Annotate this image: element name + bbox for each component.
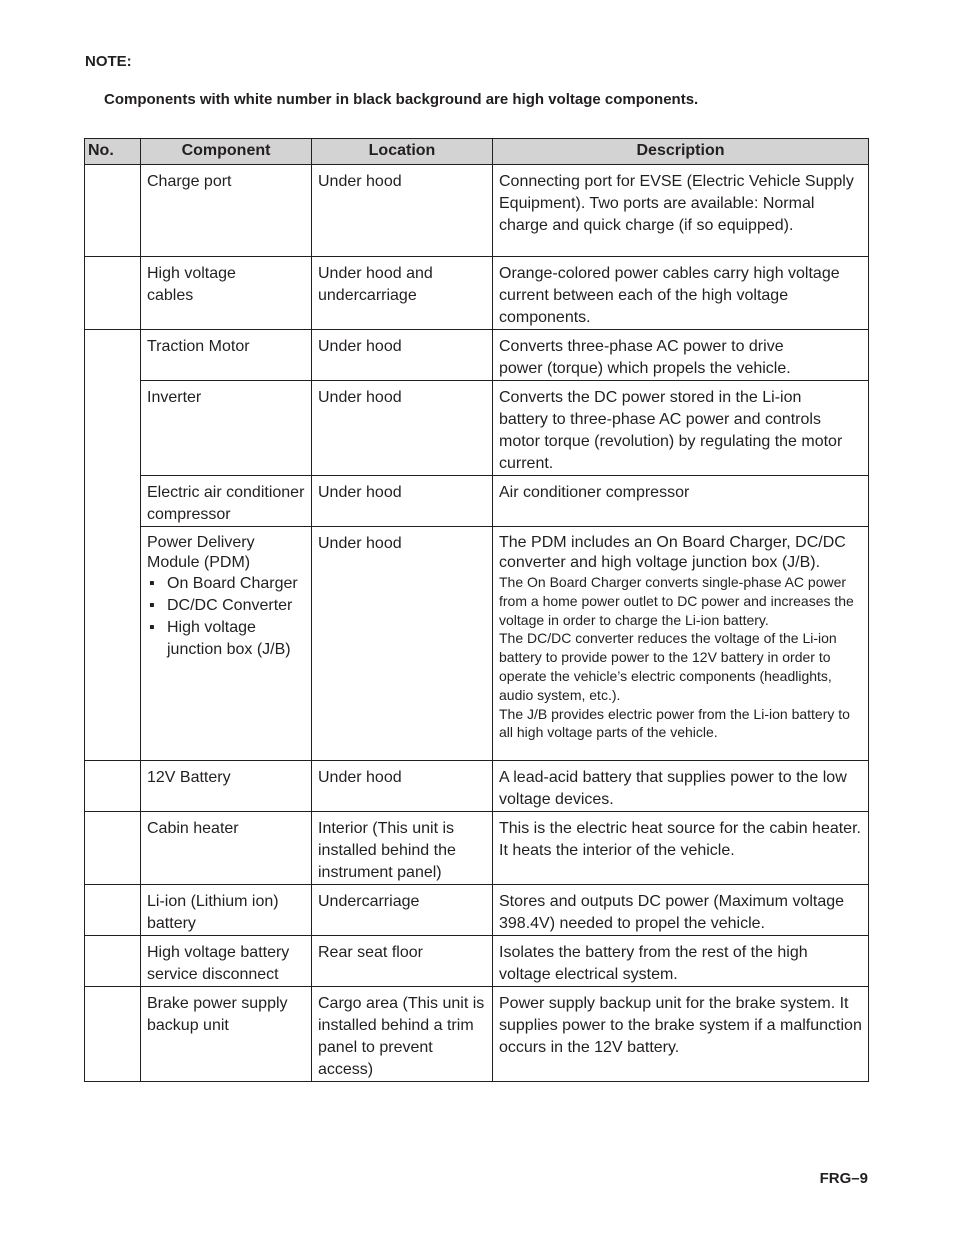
components-table (84, 138, 869, 1082)
cell-no (85, 812, 141, 885)
cell-no (85, 330, 141, 761)
cell-component: Cabin heater (141, 812, 312, 885)
cell-component (141, 527, 312, 761)
cell-no (85, 761, 141, 812)
cell-no (85, 936, 141, 987)
list-item: ▪ High voltage junction box (J/B) (149, 619, 291, 658)
cell-no (85, 165, 141, 257)
cell-component: High voltage battery service disconnect (141, 936, 312, 987)
cell-component: Charge port (141, 165, 312, 257)
table-row (85, 885, 869, 936)
cell-component: Traction Motor (141, 330, 312, 381)
cell-description: Orange-colored power cables carry high voltage current between each of the high voltage components. (493, 257, 869, 330)
list-item: ▪ On Board Charger (147, 573, 305, 595)
cell-location: Cargo area (This unit is installed behind a trim panel to prevent access) (312, 987, 493, 1082)
cell-description: Converts three-phase AC power to drive power (torque) which propels the vehicle. (493, 330, 869, 381)
bullet-icon: ▪ (149, 619, 155, 636)
cell-component: 12V Battery (141, 761, 312, 812)
header-no: No. (85, 139, 141, 165)
table-header-row (85, 139, 869, 165)
table-row (85, 381, 869, 476)
cell-location: Rear seat floor (312, 936, 493, 987)
table-row (85, 165, 869, 257)
note-heading: NOTE: (85, 53, 132, 70)
cell-description (493, 527, 869, 761)
cell-component: Li-ion (Lithium ion) battery (141, 885, 312, 936)
cell-description: Stores and outputs DC power (Maximum voltage 398.4V) needed to propel the vehicle. (493, 885, 869, 936)
table-row (85, 812, 869, 885)
cell-location: Undercarriage (312, 885, 493, 936)
cell-location: Under hood (312, 476, 493, 527)
cell-location: Under hood and undercarriage (312, 257, 493, 330)
bullet-icon: ▪ (149, 597, 155, 614)
pdm-detail-dcdc: The DC/DC converter reduces the voltage of the Li-ion battery to provide power to the 12V battery in order to operate the vehicle’s electric components (headlights, audio system, etc.). (499, 630, 837, 703)
cell-no (85, 885, 141, 936)
page-number: FRG–9 (819, 1170, 868, 1187)
pdm-title: Power Delivery Module (PDM) (147, 534, 255, 571)
list-item: ▪ DC/DC Converter (147, 595, 305, 617)
cell-location: Under hood (312, 330, 493, 381)
cell-component: Inverter (141, 381, 312, 476)
cell-no (85, 987, 141, 1082)
table-row (85, 936, 869, 987)
header-component: Component (141, 139, 312, 165)
table-row (85, 761, 869, 812)
pdm-description: The PDM includes an On Board Charger, DC/DC converter and high voltage junction box (J/B). (499, 534, 846, 571)
cell-component: Electric air conditioner compressor (141, 476, 312, 527)
cell-description: Power supply backup unit for the brake system. It supplies power to the brake system if a malfunction occurs in the 12V battery. (493, 987, 869, 1082)
cell-location: Under hood (312, 761, 493, 812)
table-row (85, 257, 869, 330)
cell-description: Connecting port for EVSE (Electric Vehicle Supply Equipment). Two ports are available: Normal charge and quick charge (if so equipped). (493, 165, 869, 257)
table-row (85, 527, 869, 761)
cell-description: A lead-acid battery that supplies power to the low voltage devices. (493, 761, 869, 812)
header-location: Location (312, 139, 493, 165)
cell-no (85, 257, 141, 330)
cell-location: Under hood (312, 527, 493, 761)
header-description: Description (493, 139, 869, 165)
table-row (85, 476, 869, 527)
cell-location: Under hood (312, 165, 493, 257)
cell-description: Isolates the battery from the rest of the high voltage electrical system. (493, 936, 869, 987)
pdm-detail-charger: The On Board Charger converts single-phase AC power from a home power outlet to DC power and increases the voltage in order to charge the Li-ion battery. (499, 574, 854, 628)
table-row (85, 987, 869, 1082)
cell-description: Air conditioner compressor (493, 476, 869, 527)
note-text: Components with white number in black background are high voltage components. (104, 91, 699, 108)
cell-component: High voltage cables (141, 257, 312, 330)
cell-description: This is the electric heat source for the cabin heater. It heats the interior of the vehicle. (493, 812, 869, 885)
cell-component: Brake power supply backup unit (141, 987, 312, 1082)
pdm-item-list (147, 573, 305, 661)
table-row (85, 330, 869, 381)
cell-location: Under hood (312, 381, 493, 476)
bullet-icon: ▪ (149, 575, 155, 592)
cell-location: Interior (This unit is installed behind the instrument panel) (312, 812, 493, 885)
cell-description: Converts the DC power stored in the Li-ion battery to three-phase AC power and controls motor torque (revolution) by regulating the motor current. (493, 381, 869, 476)
pdm-detail-jb: The J/B provides electric power from the Li-ion battery to all high voltage parts of the vehicle. (499, 705, 850, 741)
